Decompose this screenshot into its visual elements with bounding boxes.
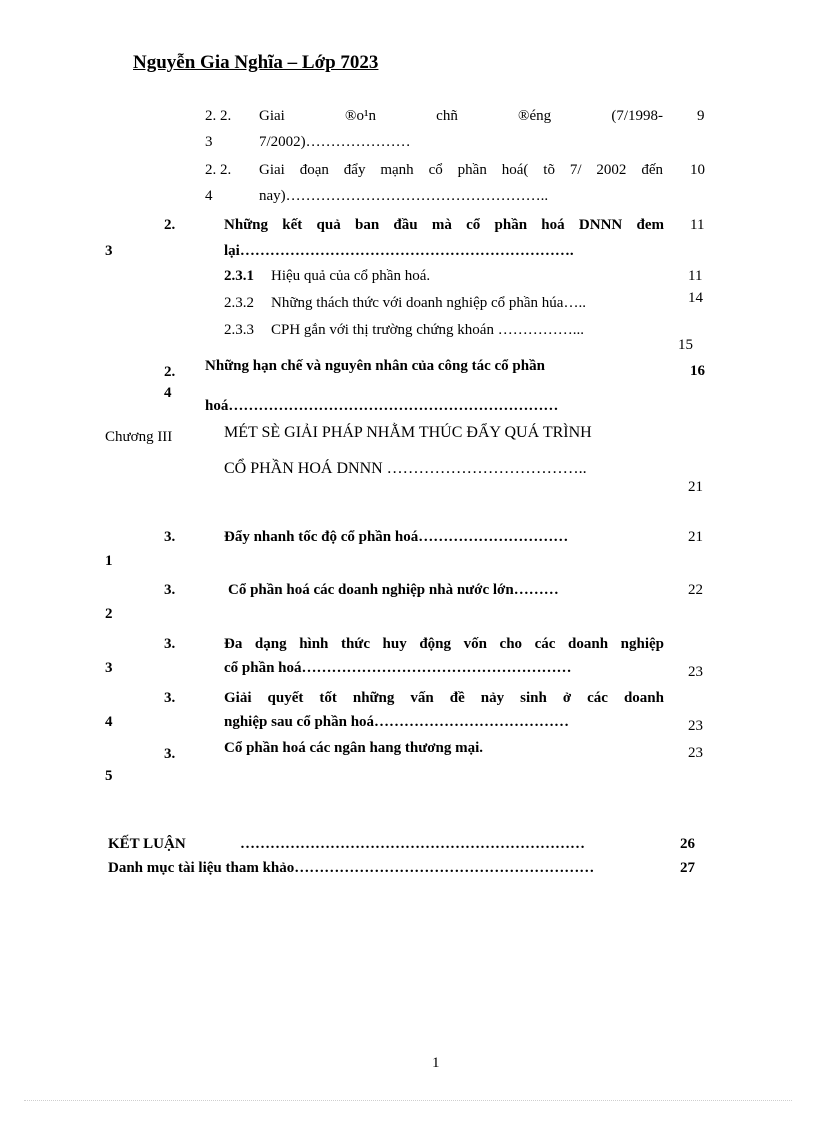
chapter-label: Chương III: [105, 429, 173, 445]
toc-number: 2.3.3: [224, 322, 254, 338]
conclusion-entry: KẾT LUẬN: [108, 836, 186, 852]
toc-entry-text-cont: cổ phần hoá………………………………………………: [224, 660, 572, 676]
toc-number-suffix: 3: [105, 660, 113, 676]
toc-number-suffix: 3: [105, 243, 113, 259]
chapter-title: MÉT SÈ GIẢI PHÁP NHẰM THÚC ĐẨY QUÁ TRÌNH: [224, 424, 592, 441]
toc-page: 23: [688, 718, 703, 734]
page-bottom-rule: [24, 1100, 792, 1101]
toc-entry-text: Đẩy nhanh tốc độ cổ phần hoá…………………………: [224, 529, 569, 545]
toc-page: 10: [690, 162, 705, 178]
toc-entry-text: CPH gắn với thị trường chứng khoán ……………...: [271, 322, 584, 338]
toc-number: 2.3.1: [224, 268, 254, 284]
toc-page: 27: [680, 860, 695, 876]
toc-number-suffix: 2: [105, 606, 113, 622]
toc-page: 23: [688, 745, 703, 761]
chapter-title-cont: CỔ PHẦN HOÁ DNNN ………………………………..: [224, 460, 587, 477]
toc-entry-text-cont: hoá…………………………………………………………: [205, 398, 559, 414]
toc-number-suffix: 1: [105, 553, 113, 569]
toc-number: 3.: [164, 636, 176, 652]
toc-number: 3.: [164, 746, 176, 762]
toc-entry-text-cont: nay)……………………………………………..: [259, 188, 549, 204]
page-number: 1: [432, 1055, 440, 1071]
toc-number: 3.: [164, 690, 176, 706]
toc-entry-text: Cổ phần hoá các ngân hang thương mại.: [224, 740, 484, 756]
toc-page: 23: [688, 664, 703, 680]
toc-page: 21: [688, 479, 703, 495]
toc-page: 11: [688, 268, 703, 284]
toc-number: 2.: [164, 217, 176, 233]
page-header: Nguyễn Gia Nghĩa – Lớp 7023: [133, 52, 379, 73]
toc-entry-text: Những thách thức với doanh nghiệp cổ phần húa…..: [271, 295, 586, 311]
toc-number: 2. 2.: [205, 108, 232, 124]
toc-number: 2.3.2: [224, 295, 254, 311]
toc-entry-text: Hiệu quả của cổ phần hoá.: [271, 268, 431, 284]
toc-entry-text: Giải quyết tốt những vấn đề nảy sinh ở các doanh: [224, 690, 664, 706]
toc-page: 11: [690, 217, 705, 233]
toc-entry-text: Đa dạng hình thức huy động vốn cho các doanh nghiệp: [224, 636, 664, 652]
toc-number: 2.: [164, 364, 176, 380]
toc-number: 3.: [164, 529, 176, 545]
toc-page: 16: [690, 363, 705, 379]
toc-page: 21: [688, 529, 703, 545]
toc-entry-text: Cổ phần hoá các doanh nghiệp nhà nước lớn………: [228, 582, 559, 598]
toc-entry-text: Giai ®o¹n chñ ®éng (7/1998-: [259, 108, 663, 124]
toc-entry-text-cont: 7/2002)…………………: [259, 134, 411, 150]
toc-entry-text-cont: lại………………………………………………………….: [224, 243, 574, 259]
toc-number-suffix: 3: [205, 134, 213, 150]
toc-number-suffix: 5: [105, 768, 113, 784]
toc-number-suffix: 4: [105, 714, 113, 730]
toc-number: 3.: [164, 582, 176, 598]
conclusion-leader: ……………………………………………………………: [240, 836, 585, 852]
toc-entry-text: Những kết quả ban đầu mà cổ phần hoá DNNN đem: [224, 217, 664, 233]
toc-page: 14: [688, 290, 703, 306]
toc-number: 2. 2.: [205, 162, 232, 178]
toc-number-suffix: 4: [205, 188, 213, 204]
references-entry: Danh mục tài liệu tham khảo……………………………………………………: [108, 860, 595, 876]
toc-page: 26: [680, 836, 695, 852]
toc-entry-text: Giai đoạn đẩy mạnh cổ phần hoá( tõ 7/ 2002 đến: [259, 162, 663, 178]
toc-page: 22: [688, 582, 703, 598]
toc-number-suffix: 4: [164, 385, 172, 401]
toc-entry-text-cont: nghiệp sau cổ phần hoá…………………………………: [224, 714, 570, 730]
toc-page: 15: [678, 337, 693, 353]
toc-entry-text: Những hạn chế và nguyên nhân của công tác cổ phần: [205, 358, 545, 374]
toc-page: 9: [697, 108, 705, 124]
